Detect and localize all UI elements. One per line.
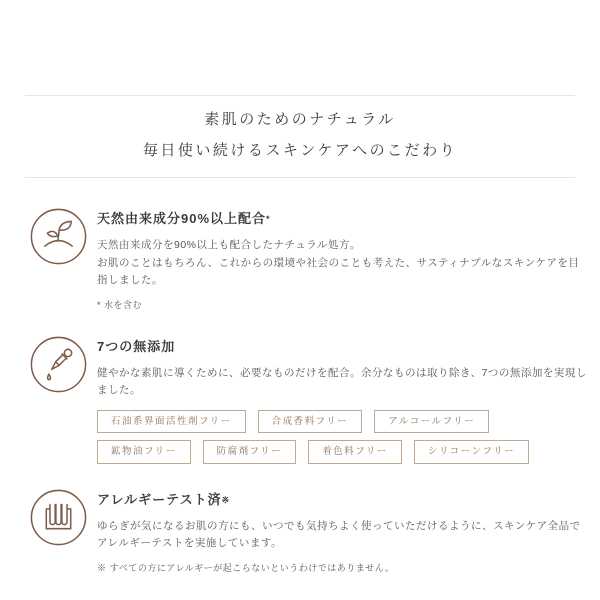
feature-heading-text: アレルギーテスト済 [97, 491, 222, 507]
footnote-asterisk: * [266, 214, 271, 224]
feature-note: ※ すべての方にアレルギーが起こらないというわけではありません。 [97, 563, 395, 574]
page-title-line-1: 素肌のためのナチュラル [204, 112, 396, 128]
feature-heading [97, 339, 590, 356]
tag-synthetic-fragrance-free: 合成香料フリー [258, 410, 363, 434]
tag-silicone-free: シリコーンフリー [414, 440, 529, 464]
tag-preservative-free: 防腐剤フリー [203, 440, 297, 464]
tag-alcohol-free: アルコールフリー [374, 410, 489, 434]
tag-petroleum-surfactant-free: 石油系界面活性剤フリー [97, 410, 246, 434]
feature-additive-free [30, 336, 590, 464]
feature-content [97, 336, 590, 464]
feature-text: 健やかな素肌に導くために、必要なものだけを配合。余分なものは取り除き、7つの無添加を実現しました。 [97, 366, 587, 397]
feature-text: 天然由来成分を90%以上も配合したナチュラル処方。 [97, 238, 361, 251]
feature-heading-text: 7つの無添加 [97, 338, 176, 354]
feature-note: * 水を含む [97, 299, 143, 310]
free-from-tag-list [97, 410, 590, 464]
feature-allergy-tested [30, 489, 590, 574]
feature-list [0, 178, 600, 574]
feature-content [97, 208, 590, 311]
top-spacer [0, 0, 600, 95]
feature-text: お肌のことはもちろん、これからの環境や社会のことも考えた、サスティナブルなスキンケアを目指しました。 [97, 256, 580, 287]
tag-mineral-oil-free: 鉱物油フリー [97, 440, 191, 464]
tag-colorant-free: 着色料フリー [308, 440, 402, 464]
section-header [0, 96, 600, 177]
dropper-icon [30, 336, 87, 393]
feature-heading [97, 211, 590, 228]
feature-heading-text: 天然由来成分90%以上配合 [97, 211, 267, 226]
feature-natural-ingredients [30, 208, 590, 311]
feature-content [97, 489, 590, 574]
footnote-reference-mark: ※ [221, 494, 231, 505]
page-title-line-2: 毎日使い続けるスキンケアへのこだわり [142, 143, 458, 159]
sprout-icon [30, 208, 87, 265]
feature-heading [97, 492, 590, 509]
feature-text: ゆらぎが気になるお肌の方にも、いつでも気持ちよく使っていただけるように、スキンケア全品でアレルギーテストを実施しています。 [97, 519, 581, 550]
test-tubes-icon [30, 489, 87, 546]
